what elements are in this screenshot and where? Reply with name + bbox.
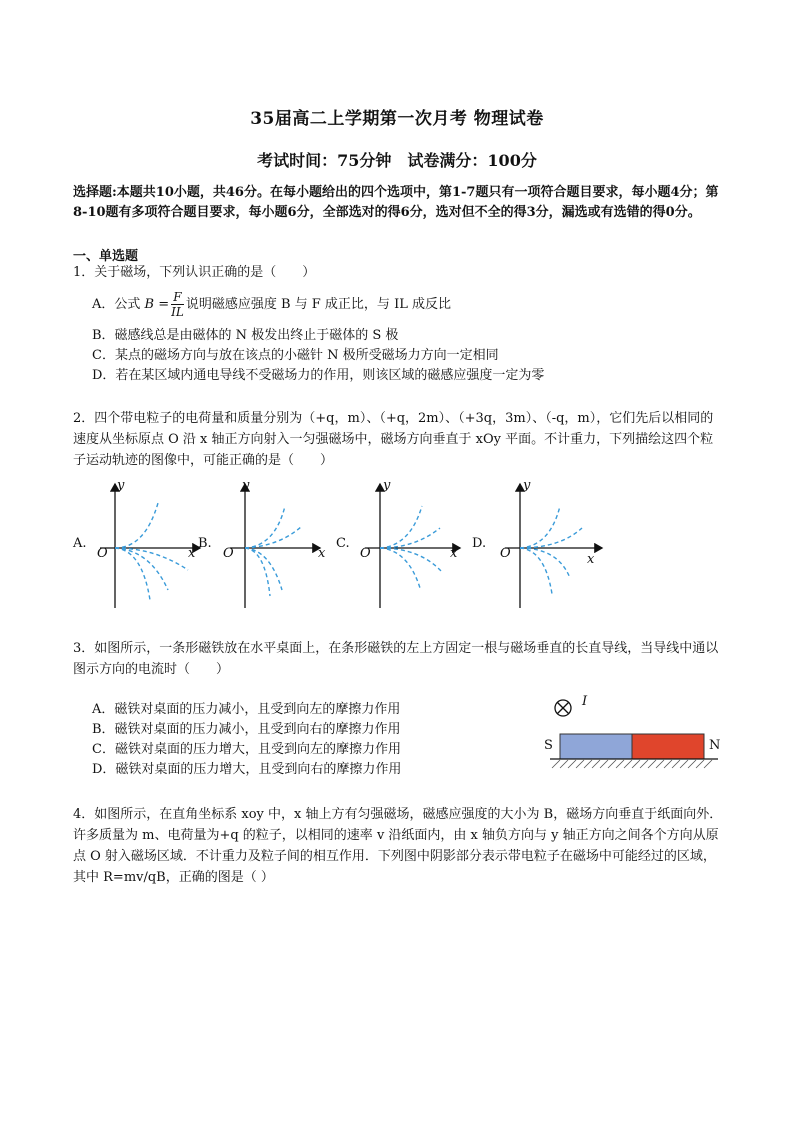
q2-b-curve-2 xyxy=(245,526,302,548)
q3-option-b: B．磁铁对桌面的压力减小，且受到向右的摩擦力作用 xyxy=(92,722,401,737)
q2-graph-a xyxy=(100,484,200,608)
q2-graph-c xyxy=(365,484,460,608)
q2-b-origin-label: O xyxy=(223,546,234,561)
q2-d-curve-4 xyxy=(520,548,570,578)
instructions: 选择题:本题共10小题，共46分。在每小题给出的四个选项中，第1-7题只有一项符合题目要求，每小题4分；第8-10题有多项符合题目要求，每小题6分，全部选对的得6分，选对但不全的得3分，漏选或有选错的得0分。 xyxy=(73,185,719,220)
table-hatching xyxy=(552,760,712,768)
q2-graph-b xyxy=(230,484,320,608)
q1-formula-den: IL xyxy=(171,305,184,319)
q2-stem: 2．四个带电粒子的电荷量和质量分别为（+q，m）、（+q，2m）、（+3q，3m）、（-q，m），它们先后以相同的速度从坐标原点 O 沿 x 轴正方向射入一匀强磁场中，磁场方向垂直于 xOy 平面。不计重力，下列描绘这四个粒子运动轨迹的图像中，可能正确的是（ ） xyxy=(73,411,714,468)
q3-option-a: A．磁铁对桌面的压力减小，且受到向左的摩擦力作用 xyxy=(92,702,401,717)
q2-b-curve-1 xyxy=(245,506,285,548)
q3-current-label: I xyxy=(582,694,588,709)
q3-north-label: N xyxy=(709,738,721,753)
q1-formula-fraction xyxy=(171,290,184,319)
q1-option-c: C．某点的磁场方向与放在该点的小磁针 N 极所受磁场力方向一定相同 xyxy=(92,348,499,363)
q3-stem: 3．如图所示，一条形磁铁放在水平桌面上，在条形磁铁的左上方固定一根与磁场垂直的长直导线，当导线中通以图示方向的电流时（ ） xyxy=(73,641,719,677)
q3-magnet-svg xyxy=(540,690,730,780)
q1-formula-lhs: B = xyxy=(144,297,170,312)
q1-formula-num: F xyxy=(171,290,184,305)
q1-option-a-suffix: 说明磁感应强度 B 与 F 成正比，与 IL 成反比 xyxy=(185,297,451,312)
q4-stem: 4．如图所示，在直角坐标系 xoy 中，x 轴上方有匀强磁场，磁感应强度的大小为 B，磁场方向垂直于纸面向外．许多质量为 m、电荷量为+q 的粒子，以相同的速率 v 沿纸面内，由 x 轴负方向与 y 轴正方向之间各个方向从原点 O 射入磁场区域．不计重力及粒子间的相互作用．下列图中阴影部分表示带电粒子在磁场中可能经过的区域，其中 R=mv/qB，正确的图是（ ） xyxy=(73,807,723,885)
q2-graph-d xyxy=(505,484,602,608)
q3-option-d: D．磁铁对桌面的压力增大，且受到向右的摩擦力作用 xyxy=(92,762,402,777)
q1-option-b: B．磁感线总是由磁体的 N 极发出终止于磁体的 S 极 xyxy=(92,328,399,343)
q2-c-origin-label: O xyxy=(360,546,371,561)
q2-b-curve-3 xyxy=(245,548,270,596)
q2-b-curve-4 xyxy=(245,548,282,590)
q2-option-c-label: C. xyxy=(336,536,350,551)
q2-graphs xyxy=(70,478,610,613)
q2-b-x-label: x xyxy=(318,546,326,561)
q2-a-y-label: y xyxy=(117,478,125,493)
q2-c-curve-3 xyxy=(380,548,420,588)
section-title: 一、单选题 xyxy=(73,249,139,264)
q2-a-curve-1 xyxy=(115,503,158,548)
magnet-north-pole xyxy=(632,734,704,759)
q2-c-x-label: x xyxy=(450,546,458,561)
q2-b-y-label: y xyxy=(242,478,250,493)
current-into-page-icon xyxy=(555,700,571,716)
q2-option-b-label: B. xyxy=(198,536,212,551)
exam-subtitle: 考试时间：75分钟 试卷满分：100分 xyxy=(257,151,537,170)
exam-title: 35届高二上学期第一次月考 物理试卷 xyxy=(250,109,544,129)
q2-a-curve-4 xyxy=(115,548,188,570)
q1-option-d: D．若在某区域内通电导线不受磁场力的作用，则该区域的磁感应强度一定为零 xyxy=(92,368,545,383)
q2-d-curve-2 xyxy=(520,528,582,548)
q1-option-a-prefix: A．公式 xyxy=(92,297,141,312)
q2-d-y-label: y xyxy=(523,478,531,493)
q2-a-origin-label: O xyxy=(97,546,108,561)
q2-d-curve-3 xyxy=(520,548,552,594)
q2-a-curve-2 xyxy=(115,548,150,600)
q2-option-d-label: D. xyxy=(472,536,487,551)
q3-option-c: C．磁铁对桌面的压力增大，且受到向左的摩擦力作用 xyxy=(92,742,401,757)
magnet-south-pole xyxy=(560,734,632,759)
q2-a-x-label: x xyxy=(188,546,196,561)
q2-c-y-label: y xyxy=(383,478,391,493)
q2-d-curve-1 xyxy=(520,506,560,548)
q1-option-a xyxy=(92,290,451,319)
q3-south-label: S xyxy=(544,738,553,753)
q2-d-origin-label: O xyxy=(500,546,511,561)
q2-d-x-label: x xyxy=(587,552,595,567)
q2-option-a-label: A. xyxy=(73,536,87,551)
q3-magnet-figure xyxy=(540,690,730,780)
q1-stem: 1．关于磁场，下列认识正确的是（ ） xyxy=(73,265,316,280)
